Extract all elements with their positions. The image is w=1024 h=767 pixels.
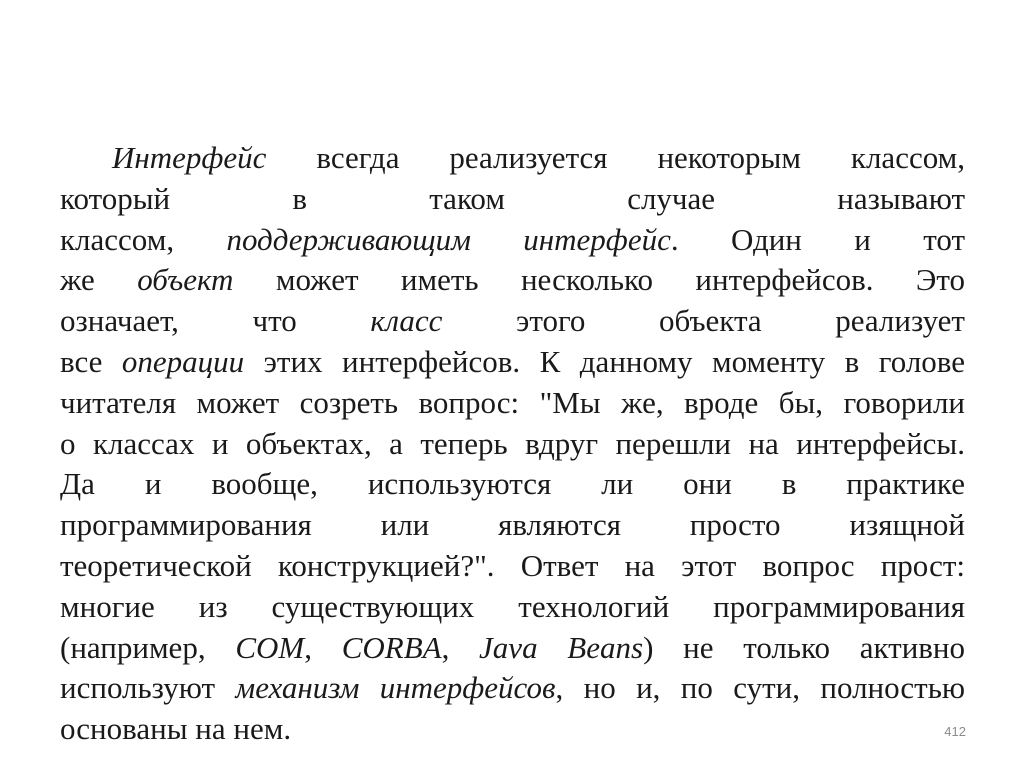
paragraph-line: [60, 342, 965, 383]
text-segment: Да и вообще, используются ли они в практике: [60, 466, 965, 502]
paragraph-line: [60, 505, 965, 546]
paragraph-line: [60, 138, 965, 179]
text-segment: классом,: [60, 221, 227, 257]
text-segment: (например,: [60, 629, 236, 665]
text-segment: этого объекта реализует: [442, 303, 965, 339]
text-segment: о классах и объектах, а теперь вдруг перешли на интерфейсы.: [60, 425, 965, 461]
italic-term: механизм интерфейсов: [235, 670, 556, 706]
italic-term: класс: [370, 303, 443, 339]
text-segment: ,: [304, 629, 342, 665]
text-segment: программирования или являются просто изящной: [60, 507, 965, 543]
text-segment: теоретической конструкцией?". Ответ на этот вопрос прост:: [60, 547, 965, 583]
paragraph-line: [60, 301, 965, 342]
text-segment: означает, что: [60, 303, 371, 339]
body-paragraph: [60, 138, 965, 750]
italic-term: Интерфейс: [112, 140, 267, 175]
text-segment: же: [60, 262, 138, 298]
text-segment: всегда реализуется некоторым классом,: [266, 140, 965, 175]
text-segment: многие из существующих технологий программирования: [60, 588, 965, 624]
text-segment: используют: [60, 670, 236, 706]
text-segment: ,: [441, 629, 480, 665]
paragraph-line: [60, 179, 965, 220]
text-segment: этих интерфейсов. К данному моменту в голове: [244, 343, 965, 379]
paragraph-line: [60, 383, 965, 424]
paragraph-line: [60, 424, 965, 465]
text-segment: все: [60, 343, 122, 379]
text-segment: . Один и тот: [670, 221, 965, 257]
italic-term: Java Beans: [479, 629, 644, 665]
paragraph-line: [60, 668, 965, 709]
text-segment: может иметь несколько интерфейсов. Это: [233, 262, 965, 298]
text-segment: который в таком случае называют: [60, 180, 965, 216]
italic-term: объект: [137, 262, 234, 298]
italic-term: CORBA: [341, 629, 442, 665]
paragraph-line: [60, 464, 965, 505]
paragraph-line: [60, 709, 965, 750]
page-number: 412: [944, 724, 966, 739]
text-segment: читателя может созреть вопрос: "Мы же, вроде бы, говорили: [60, 384, 965, 420]
paragraph-line: [60, 628, 965, 669]
paragraph-line: [60, 260, 965, 301]
paragraph-line: [60, 587, 965, 628]
italic-term: операции: [121, 343, 245, 379]
text-segment: основаны на нем.: [60, 711, 292, 747]
text-segment: , но и, по сути, полностью: [555, 670, 965, 706]
italic-term: поддерживающим интерфейс: [226, 221, 671, 257]
text-segment: ) не только активно: [643, 629, 966, 665]
paragraph-line: [60, 220, 965, 261]
italic-term: COM: [235, 629, 305, 665]
paragraph-line: [60, 546, 965, 587]
